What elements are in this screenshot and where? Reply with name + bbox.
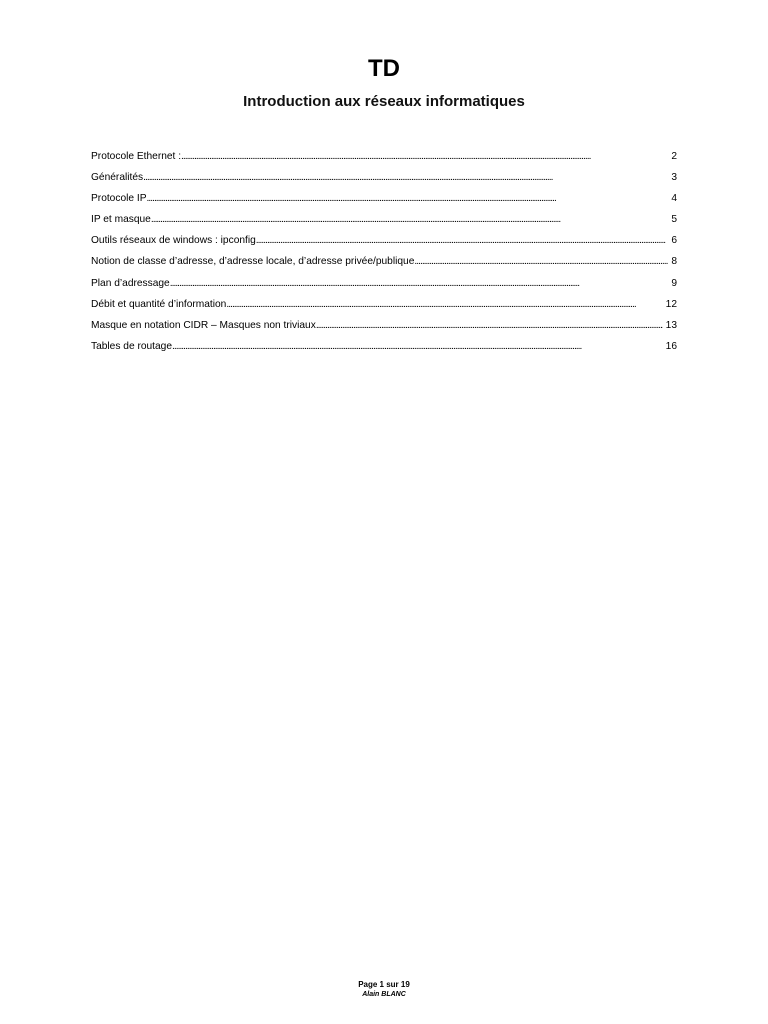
toc-entry-page: 12: [665, 298, 677, 310]
toc-entry[interactable]: [91, 188, 677, 209]
toc-entry-page: 2: [671, 151, 677, 162]
page-footer: [0, 979, 768, 1000]
toc-dot-leader: [226, 294, 662, 315]
toc-entry-page: 9: [671, 277, 677, 289]
document-subtitle: Introduction aux réseaux informatiques: [243, 93, 525, 110]
toc-entry-title: Protocole IP: [91, 193, 147, 205]
toc-dot-leader: [256, 230, 669, 251]
toc-entry[interactable]: [91, 146, 677, 167]
toc-entry-title: Protocole Ethernet :: [91, 151, 182, 162]
toc-dot-leader: [170, 273, 669, 294]
toc-entry[interactable]: [91, 315, 677, 336]
toc-entry[interactable]: [91, 294, 677, 315]
toc-entry-page: 6: [671, 235, 677, 247]
toc-entry[interactable]: [91, 230, 677, 251]
toc-entry-page: 8: [671, 256, 677, 268]
toc-entry-title: Outils réseaux de windows : ipconfig: [91, 235, 256, 247]
toc-entry[interactable]: [91, 273, 677, 294]
document-title: TD: [368, 55, 400, 82]
toc-dot-leader: [181, 146, 668, 167]
toc-entry-page: 4: [671, 193, 677, 205]
toc-entry-page: 16: [665, 340, 677, 352]
toc-entry-title: Généralités: [91, 172, 144, 184]
toc-entry-title: Débit et quantité d’information: [91, 298, 227, 310]
toc-entry-page: 5: [671, 214, 677, 226]
toc-entry[interactable]: [91, 251, 677, 272]
footer-author: Alain BLANC: [362, 991, 406, 998]
toc-entry[interactable]: [91, 336, 677, 357]
toc-dot-leader: [172, 336, 663, 357]
toc-dot-leader: [151, 209, 668, 230]
toc-dot-leader: [316, 315, 663, 336]
toc-entry-title: IP et masque: [91, 214, 151, 226]
footer-page-number: Page 1 sur 19: [358, 980, 410, 989]
toc-entry-title: Notion de classe d’adresse, d’adresse locale, d’adresse privée/publique: [91, 256, 415, 268]
toc-entry-page: 3: [671, 172, 677, 184]
toc-entry[interactable]: [91, 167, 677, 188]
toc-dot-leader: [147, 188, 669, 209]
toc-entry-title: Masque en notation CIDR – Masques non triviaux: [91, 319, 316, 331]
toc-entry-title: Plan d’adressage: [91, 277, 170, 289]
toc-dot-leader: [414, 251, 668, 272]
toc-entry[interactable]: [91, 209, 677, 230]
toc-dot-leader: [143, 167, 668, 188]
toc-entry-title: Tables de routage: [91, 340, 172, 352]
toc-entry-page: 13: [665, 319, 677, 331]
table-of-contents: [91, 146, 677, 357]
